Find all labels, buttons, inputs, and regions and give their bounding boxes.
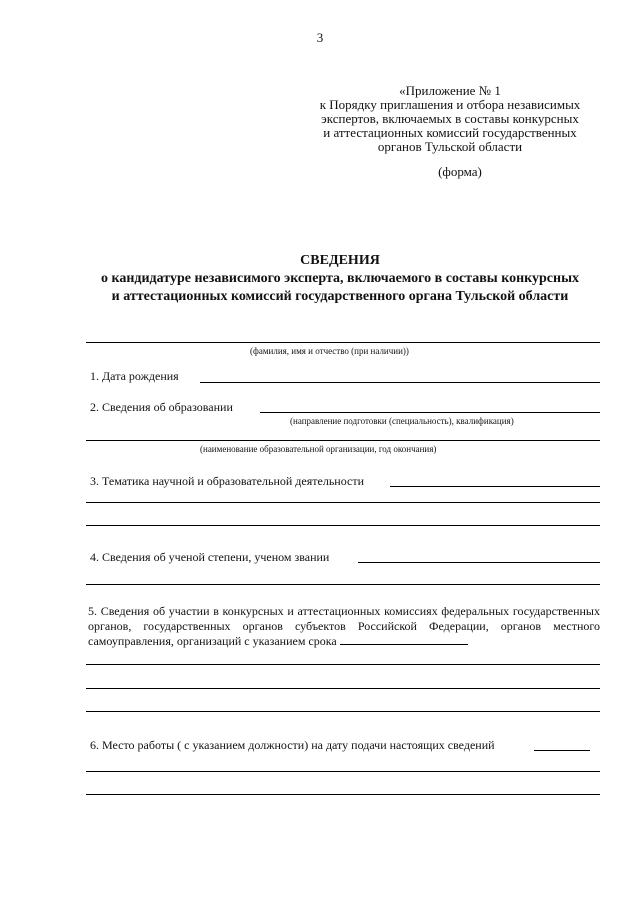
title-line: о кандидатуре независимого эксперта, включаемого в составы конкурсных [100, 271, 580, 286]
title-heading: СВЕДЕНИЯ [300, 253, 380, 268]
birth-date-input-line[interactable] [200, 382, 600, 383]
education-input-line[interactable] [260, 412, 600, 413]
participation-input-line[interactable] [86, 664, 600, 665]
fio-caption: (фамилия, имя и отчество (при наличии)) [250, 346, 409, 356]
institution-caption: (наименование образовательной организации, год окончания) [200, 444, 437, 454]
fio-input-line[interactable] [86, 342, 600, 343]
page-number: 3 [316, 30, 324, 45]
annex-line: «Приложение № 1 [399, 83, 501, 98]
annex-line: экспертов, включаемых в составы конкурсных [321, 111, 579, 126]
degree-label: 4. Сведения об ученой степени, ученом звании [90, 550, 330, 564]
form-label: (форма) [438, 164, 482, 179]
annex-line: и аттестационных комиссий государственных [323, 125, 577, 140]
annex-line: органов Тульской области [377, 139, 523, 154]
education-label: 2. Сведения об образовании [90, 400, 233, 414]
degree-input-line[interactable] [358, 562, 600, 563]
participation-label: 5. Сведения об участии в конкурсных и аттестационных комиссиях федеральных государственных органов, государственных органов субъектов Российской Федерации, органов местного самоуправления, организаций с указанием срока [88, 604, 600, 648]
work-input-line[interactable] [86, 794, 600, 795]
degree-input-line[interactable] [86, 584, 600, 585]
annex-header [300, 84, 600, 154]
work-label: 6. Место работы ( с указанием должности) на дату подачи настоящих сведений [90, 738, 495, 752]
participation-text [88, 604, 600, 649]
education-caption: (направление подготовки (специальность), квалификация) [290, 416, 514, 426]
work-input-line[interactable] [86, 771, 600, 772]
document-title [60, 252, 620, 306]
topics-input-line[interactable] [390, 486, 600, 487]
work-input-line[interactable] [534, 750, 590, 751]
topics-label: 3. Тематика научной и образовательной деятельности [90, 474, 365, 488]
institution-input-line[interactable] [86, 440, 600, 441]
participation-input-line[interactable] [86, 688, 600, 689]
topics-input-line[interactable] [86, 525, 600, 526]
birth-date-label: 1. Дата рождения [90, 369, 179, 383]
participation-input-line[interactable] [86, 711, 600, 712]
participation-input-line[interactable] [340, 634, 468, 645]
title-line: и аттестационных комиссий государственного органа Тульской области [111, 289, 569, 304]
topics-input-line[interactable] [86, 502, 600, 503]
annex-line: к Порядку приглашения и отбора независимых [319, 97, 581, 112]
